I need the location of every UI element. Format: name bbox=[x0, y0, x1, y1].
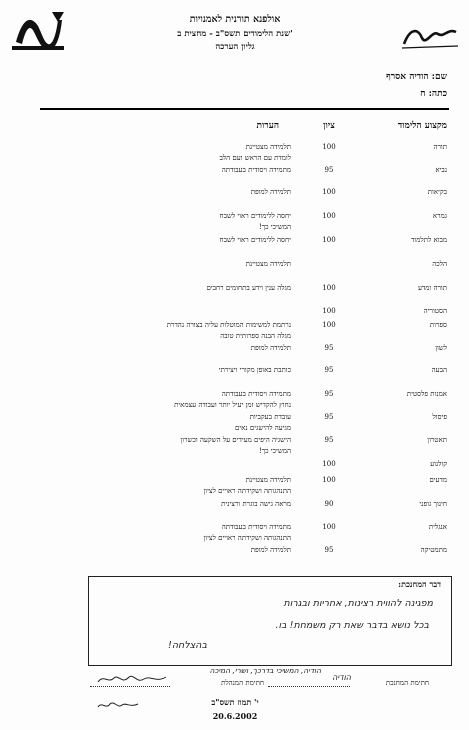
subject-cell: תורה bbox=[433, 143, 447, 151]
grade-cell: 95 bbox=[324, 413, 334, 421]
subject-cell: לשון bbox=[435, 344, 447, 352]
grade-cell: 100 bbox=[322, 460, 336, 468]
principal-signature-line bbox=[90, 686, 170, 687]
grade-cell: 95 bbox=[324, 366, 334, 374]
note-cell: כותבת באופן מקורי ויצירתי bbox=[218, 366, 291, 374]
subject-column-header: מקצוע הלימוד bbox=[397, 121, 447, 131]
grade-cell: 95 bbox=[324, 436, 334, 444]
note-cell: הישגיה היפים מעידים על השקעה וכשרון bbox=[180, 436, 291, 444]
note-cell: מראה גישה בוגרת ורצינית bbox=[221, 500, 291, 508]
subject-cell: קולנוע bbox=[430, 460, 447, 468]
note-cell: תלמידה מצטיינת bbox=[245, 143, 291, 151]
note-cell: לומדת עם הראש ועם הלב bbox=[219, 154, 291, 162]
emuna-logo bbox=[398, 24, 462, 52]
counselor-title: דבר המחנכת: bbox=[398, 579, 441, 589]
header-divider bbox=[40, 108, 449, 110]
note-cell: יחסה ללימודים ראוי לשבח bbox=[219, 212, 291, 220]
student-name: שם: הודיה אסרף bbox=[386, 72, 447, 82]
grade-column-header: ציון bbox=[323, 121, 335, 131]
subject-cell: פיסול bbox=[432, 413, 447, 421]
note-cell: יחסה ללימודים ראוי לשבח bbox=[219, 236, 291, 244]
grade-cell: 100 bbox=[322, 284, 336, 292]
grade-cell: 100 bbox=[322, 188, 336, 196]
counselor-handwritten-line: מפגינה להווית רצינות, אחריות ובגרות bbox=[283, 598, 433, 609]
note-cell: המשיכי כך! bbox=[258, 223, 291, 231]
principal-signature-label: חתימת המנהלת bbox=[221, 679, 264, 687]
note-cell: תלמידה מצטיינת bbox=[245, 260, 291, 268]
parents-note: הודיה, המשיכי בדרכך, ושרי, המיכה bbox=[209, 666, 321, 675]
subject-cell: מדעים bbox=[429, 476, 447, 484]
subject-cell: תאטרון bbox=[427, 436, 447, 444]
note-cell: מגיעה להישגים נאים bbox=[234, 424, 291, 432]
subject-cell: בקיאות bbox=[427, 188, 447, 196]
student-class: כתה: ח bbox=[420, 89, 447, 99]
subject-cell: הסטוריה bbox=[423, 307, 447, 315]
grade-cell: 95 bbox=[324, 546, 334, 554]
grade-cell: 100 bbox=[322, 523, 336, 531]
note-cell: תלמידה למופת bbox=[250, 188, 291, 196]
counselor-handwritten-line: בהצלחה! bbox=[168, 640, 207, 651]
note-cell: מתמידה ויסודית בעבודתה bbox=[221, 523, 291, 531]
subject-cell: תורה ומדע bbox=[417, 284, 447, 292]
subject-cell: נביא bbox=[435, 166, 447, 174]
note-cell: נרתמת למשימות המוטלות עליה בצורה נהדרת bbox=[166, 321, 291, 329]
note-cell: מגלה ענין וידע בתחומים רחבים bbox=[206, 284, 291, 292]
grade-cell: 100 bbox=[322, 307, 336, 315]
grade-cell: 90 bbox=[324, 500, 334, 508]
grade-cell: 95 bbox=[324, 166, 334, 174]
note-cell: התנהגותה ושקידתה ראויים לציון bbox=[203, 487, 291, 495]
note-cell: תלמידה למופת bbox=[250, 344, 291, 352]
note-cell: מתמידה ויסודית בעבודתה bbox=[221, 390, 291, 398]
educator-signature: הודיה bbox=[332, 673, 351, 682]
grade-cell: 95 bbox=[324, 390, 334, 398]
subject-cell: ספרות bbox=[429, 321, 447, 329]
school-logo-left bbox=[8, 6, 68, 58]
note-cell: מגלה הבנה ספרותית טובה bbox=[220, 332, 291, 340]
note-cell: נחוץ להקדיש זמן יעיל יותר ועבודה עצמאית bbox=[174, 401, 291, 409]
note-cell: תלמידה למופת bbox=[250, 546, 291, 554]
educator-signature-label: חתימת המחנכת bbox=[385, 679, 429, 687]
note-cell: מתמידה ויסודית בעבודתה bbox=[221, 166, 291, 174]
educator-signature-line bbox=[268, 686, 350, 687]
grade-cell: 100 bbox=[322, 236, 336, 244]
grade-cell: 100 bbox=[322, 143, 336, 151]
parents-signature-scribble bbox=[96, 698, 140, 712]
subject-cell: אנגלית bbox=[428, 523, 447, 531]
subject-cell: הבעה bbox=[431, 366, 447, 374]
grade-cell: 100 bbox=[322, 321, 336, 329]
grade-cell: 100 bbox=[322, 476, 336, 484]
subject-cell: גמרא bbox=[432, 212, 447, 220]
counselor-handwritten-line: בכל נושא בדבר שאת רק משמחת! בו. bbox=[275, 620, 429, 631]
notes-column-header: הערות bbox=[256, 121, 279, 131]
form-title: גליון הערכה bbox=[215, 42, 255, 52]
subject-cell: אמנות פלסטית bbox=[406, 390, 447, 398]
grade-cell: 100 bbox=[322, 212, 336, 220]
note-cell: המשיכי כך! bbox=[258, 447, 291, 455]
hebrew-date: י' תמוז תשס"ב bbox=[211, 697, 259, 707]
grade-cell: 95 bbox=[324, 344, 334, 352]
note-cell: תלמידה מצטיינת bbox=[245, 476, 291, 484]
note-cell: עובדת בעקביות bbox=[249, 413, 291, 421]
subject-cell: מתמטיקה bbox=[420, 546, 447, 554]
note-cell: התנהגותה ושקידתה ראויים לציון bbox=[203, 534, 291, 542]
school-name: אולפנא תורנית לאמנויות bbox=[189, 14, 281, 25]
subject-cell: מבוא לתלמוד bbox=[411, 236, 447, 244]
subject-cell: הלכה bbox=[432, 260, 447, 268]
year-line: שנת הלימודים תשס"ב - מחצית ב' bbox=[177, 29, 293, 39]
principal-signature-scribble bbox=[96, 672, 168, 686]
gregorian-date: 20.6.2002 bbox=[212, 711, 258, 721]
subject-cell: חינוך גופני bbox=[419, 500, 447, 508]
